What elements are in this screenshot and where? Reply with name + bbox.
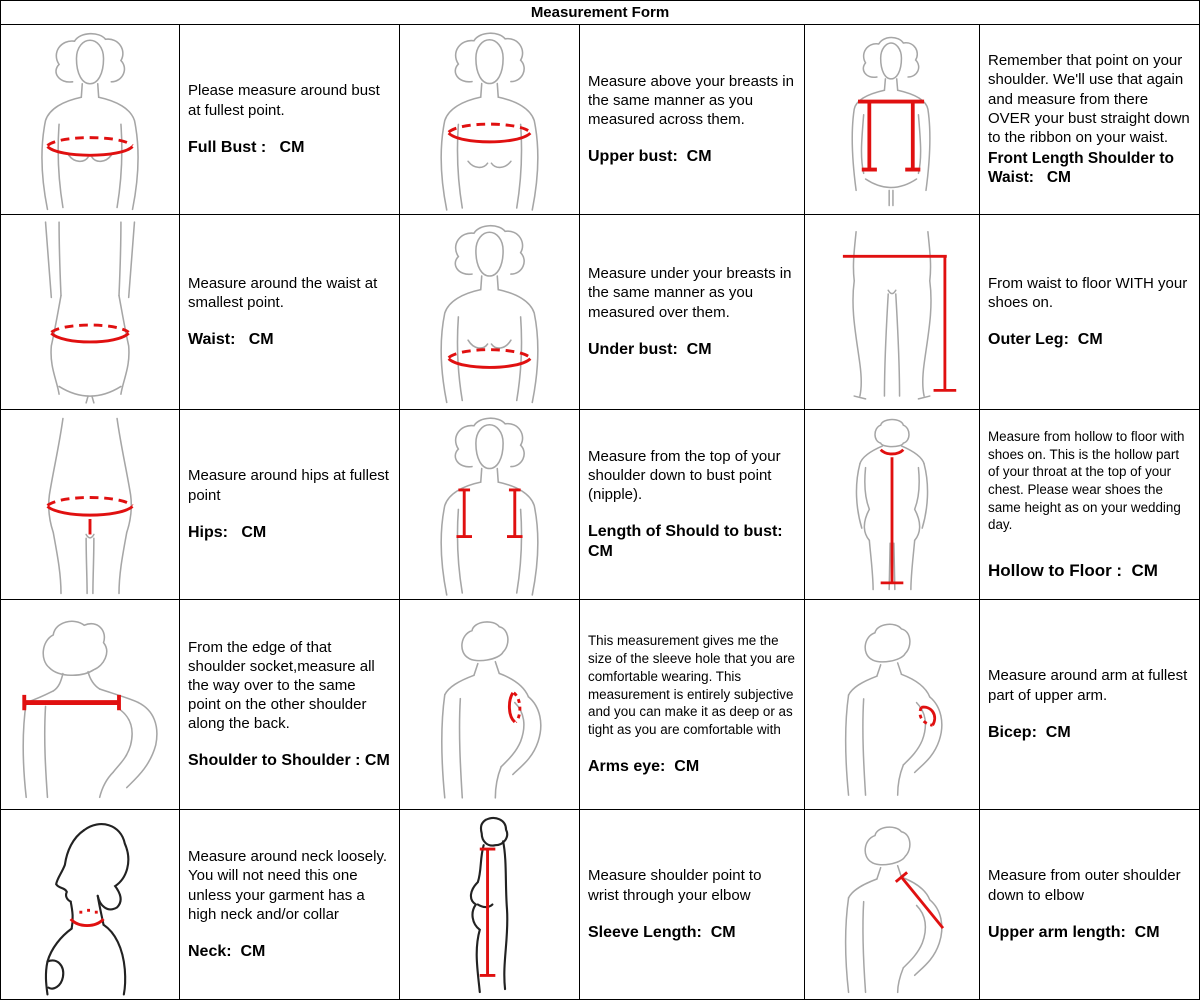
cell-shoulder-to-shoulder [180,600,400,810]
bicep-description: Measure around arm at fullest part of upper arm. [988,667,1188,704]
neck-label: Neck: CM [188,942,266,960]
outer-leg-label: Outer Leg: CM [988,331,1103,349]
neck-figure [3,812,177,997]
full-bust-label: Full Bust : CM [188,138,305,156]
hollow-to-floor-figure [807,412,977,597]
cell-arms-eye [580,600,805,810]
cell-under-bust [580,215,805,410]
cell-waist [180,215,400,410]
cell-hollow-to-floor [980,410,1200,600]
cell-upper-bust [580,25,805,215]
arms-eye-description: This measurement gives me the size of the sleeve hole that you are comfortable wearing. This measurement is entirely subjective and you can make it as deep or as tight as you are comfortable with [588,633,795,737]
under-bust-label: Under bust: CM [588,340,712,358]
arms-eye-figure [402,602,577,807]
upper-arm-description: Measure from outer shoulder down to elbow [988,867,1181,904]
outer-leg-description: From waist to floor WITH your shoes on. [988,274,1188,311]
bicep-label: Bicep: CM [988,723,1071,741]
shoulder-to-bust-label: Length of Should to bust: CM [588,523,792,561]
cell-shoulder-to-bust [580,410,805,600]
outer-leg-figure [807,217,977,407]
cell-bicep [980,600,1200,810]
cell-waist-figure [0,215,180,410]
cell-upper-bust-figure [400,25,580,215]
waist-figure [3,217,177,407]
cell-shoulder-to-bust-figure [400,410,580,600]
shoulder-to-shoulder-description: From the edge of that shoulder socket,measure all the way over to the same point on the other shoulder along the back. [188,638,375,733]
hollow-to-floor-description: Measure from hollow to floor with shoes on. This is the hollow part of your throat at the top of your chest. Please wear shoes the same height as on your wedding day. [988,428,1185,533]
full-bust-description: Please measure around bust at fullest point. [188,82,380,119]
sleeve-length-label: Sleeve Length: CM [588,923,736,941]
neck-description: Measure around neck loosely. You will not need this one unless your garment has a high neck and/or collar [188,848,387,923]
cell-hips-figure [0,410,180,600]
cell-upper-arm-figure [805,810,980,1000]
upper-arm-label: Upper arm length: CM [988,923,1160,941]
upper-arm-figure [807,812,977,997]
full-bust-figure [3,27,177,212]
hips-label: Hips: CM [188,523,267,541]
cell-full-bust [180,25,400,215]
cell-hollow-to-floor-figure [805,410,980,600]
cell-outer-leg-figure [805,215,980,410]
shoulder-to-shoulder-label: Shoulder to Shoulder : CM [188,752,390,770]
cell-front-length [980,25,1200,215]
cell-neck [180,810,400,1000]
sleeve-length-figure [402,812,577,997]
cell-shoulder-to-shoulder-figure [0,600,180,810]
front-length-figure [807,27,977,212]
front-length-description: Remember that point on your shoulder. We'll use that again and measure from there OVER your bust straight down to the ribbon on your waist. [988,52,1190,146]
sleeve-length-description: Measure shoulder point to wrist through your elbow [588,867,762,904]
cell-under-bust-figure [400,215,580,410]
shoulder-to-shoulder-figure [3,602,177,807]
under-bust-description: Measure under your breasts in the same manner as you measured over them. [588,265,792,321]
upper-bust-description: Measure above your breasts in the same manner as you measured across them. [588,72,794,129]
shoulder-to-bust-figure [402,412,577,597]
hips-description: Measure around hips at fullest point [188,467,389,504]
cell-hips [180,410,400,600]
shoulder-to-bust-description: Measure from the top of your shoulder down to bust point (nipple). [588,447,781,504]
page-title: Measurement Form [0,0,1200,25]
cell-bicep-figure [805,600,980,810]
cell-sleeve-length-figure [400,810,580,1000]
cell-full-bust-figure [0,25,180,215]
arms-eye-label: Arms eye: CM [588,757,700,775]
upper-bust-figure [402,27,577,212]
hollow-to-floor-label: Hollow to Floor : CM [988,560,1158,580]
cell-front-length-figure [805,25,980,215]
upper-bust-label: Upper bust: CM [588,148,712,166]
bicep-figure [807,602,977,807]
under-bust-figure [402,217,577,407]
front-length-label: Front Length Shoulder to Waist: CM [988,150,1179,187]
cell-neck-figure [0,810,180,1000]
measurement-table [0,25,1200,1000]
waist-description: Measure around the waist at smallest point. [188,274,378,311]
cell-arms-eye-figure [400,600,580,810]
hips-figure [3,412,177,597]
cell-upper-arm [980,810,1200,1000]
cell-sleeve-length [580,810,805,1000]
waist-label: Waist: CM [188,331,274,349]
cell-outer-leg [980,215,1200,410]
